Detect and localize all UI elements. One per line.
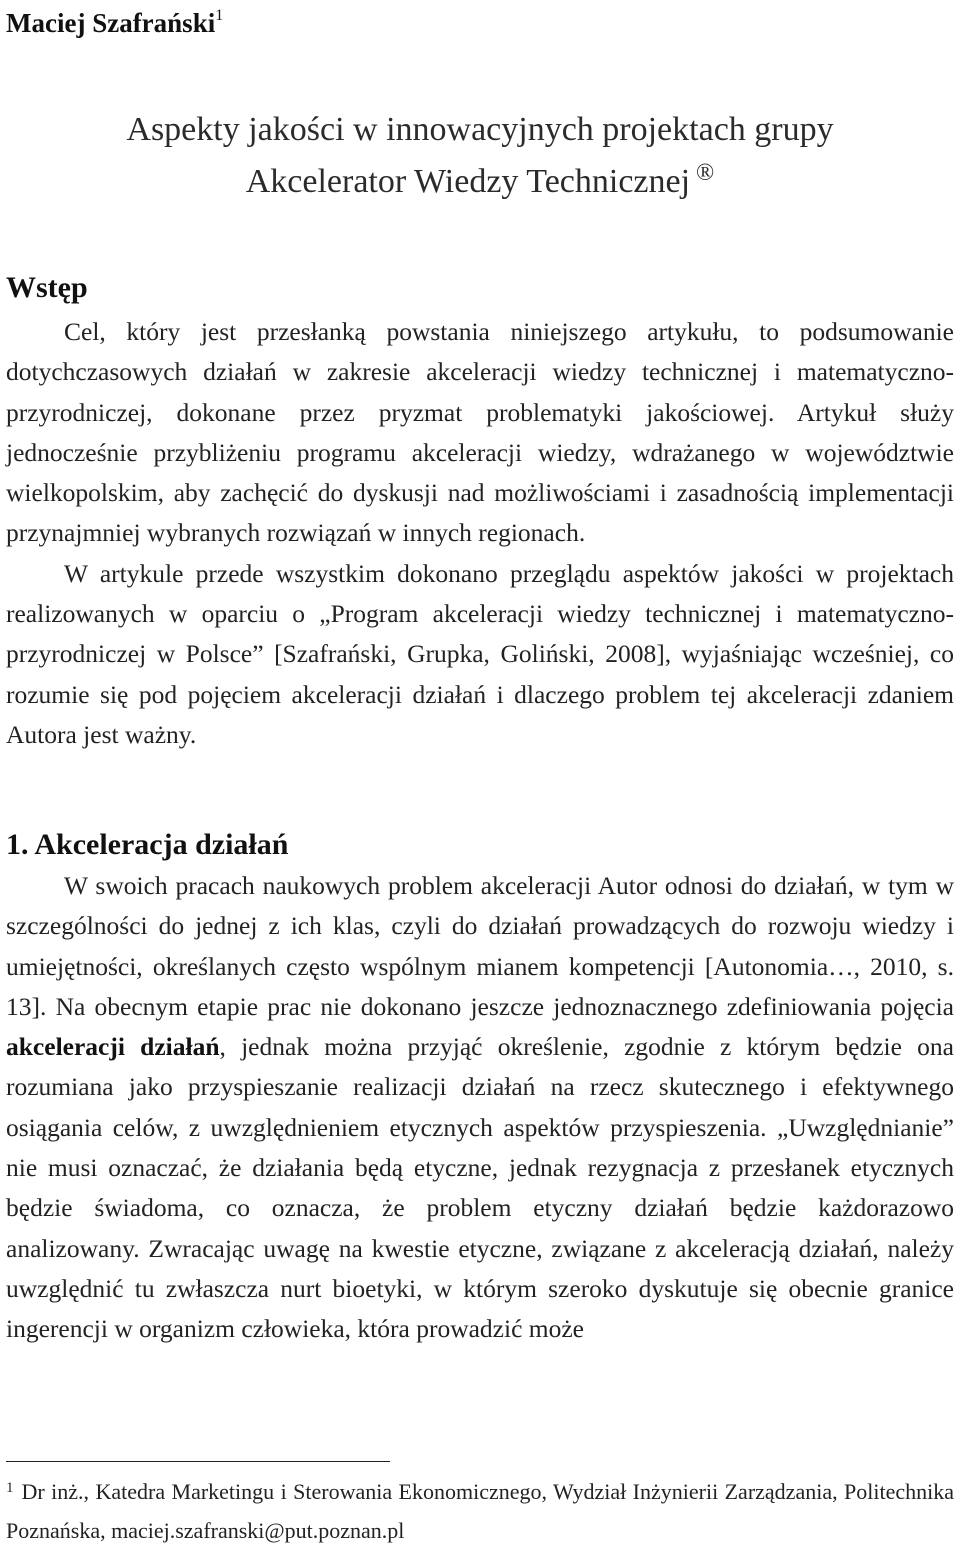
section-heading-1: 1. Akceleracja działań	[6, 828, 289, 861]
registered-trademark-icon: ®	[696, 160, 715, 186]
intro-body	[6, 312, 954, 755]
footnote-divider	[6, 1461, 390, 1462]
article-title	[0, 104, 960, 211]
section-heading-intro: Wstęp	[6, 271, 88, 304]
section-1-text-b: , jednak można przyjąć określenie, zgodnie z którym będzie ona rozumiana jako przyspieszanie realizacji działań na rzecz skutecznego i efektywnego osiągania celów, z uwzględnieniem etycznych aspektów przyspieszenia. „Uwzględnianie” nie musi oznaczać, że działania będą etyczne, jednak rezygnacja z przesłanek etycznych będzie świadoma, co oznacza, że problem etyczny działań będzie każdorazowo analizowany. Zwracając uwagę na kwestie etyczne, związane z akceleracją działań, należy uwzględnić tu zwłaszcza nurt bioetyki, w którym szeroko dyskutuje się obecnie granice ingerencji w organizm człowieka, która prowadzić może	[6, 1032, 954, 1344]
title-line-2: Akcelerator Wiedzy Technicznej	[245, 163, 691, 200]
section-1-text-a: W swoich pracach naukowych problem akceleracji Autor odnosi do działań, w tym w szczególności do jednej z ich klas, czyli do działań prowadzących do rozwoju wiedzy i umiejętności, określanych często wspólnym mianem kompetencji [Autonomia…, 2010, s. 13]. Na obecnym etapie prac nie dokonano jeszcze jednoznacznego zdefiniowania pojęcia	[6, 871, 954, 1021]
section-1-body	[6, 866, 954, 1350]
author-name	[6, 0, 223, 41]
title-line-2-wrap	[0, 156, 960, 211]
section-1-paragraph	[6, 866, 954, 1350]
footnote	[6, 1474, 954, 1548]
author-name-text: Maciej Szafrański	[6, 8, 216, 38]
footnote-text: Dr inż., Katedra Marketingu i Sterowania Ekonomicznego, Wydział Inżynierii Zarządzania, Politechnika Poznańska, maciej.szafranski@put.poznan.pl	[6, 1479, 954, 1543]
author-footnote-mark: 1	[215, 7, 224, 24]
intro-paragraph-1: Cel, który jest przesłanką powstania niniejszego artykułu, to podsumowanie dotychczasowych działań w zakresie akceleracji wiedzy technicznej i matematyczno-przyrodniczej, dokonane przez pryzmat problematyki jakościowej. Artykuł służy jednocześnie przybliżeniu programu akceleracji wiedzy, wdrażanego w województwie wielkopolskim, aby zachęcić do dyskusji nad możliwościami i zasadnością implementacji przynajmniej wybranych rozwiązań w innych regionach.	[6, 317, 954, 548]
footnote-mark: 1	[6, 1480, 14, 1496]
intro-paragraph-2: W artykule przede wszystkim dokonano przeglądu aspektów jakości w projektach realizowanych w oparciu o „Program akceleracji wiedzy technicznej i matematyczno-przyrodniczej w Polsce” [Szafrański, Grupka, Goliński, 2008], wyjaśniając wcześniej, co rozumie się pod pojęciem akceleracji działań i dlaczego problem tej akceleracji zdaniem Autora jest ważny.	[6, 558, 954, 749]
title-line-1: Aspekty jakości w innowacyjnych projektach grupy	[126, 111, 834, 148]
section-1-bold-term: akceleracji działań	[6, 1032, 220, 1062]
